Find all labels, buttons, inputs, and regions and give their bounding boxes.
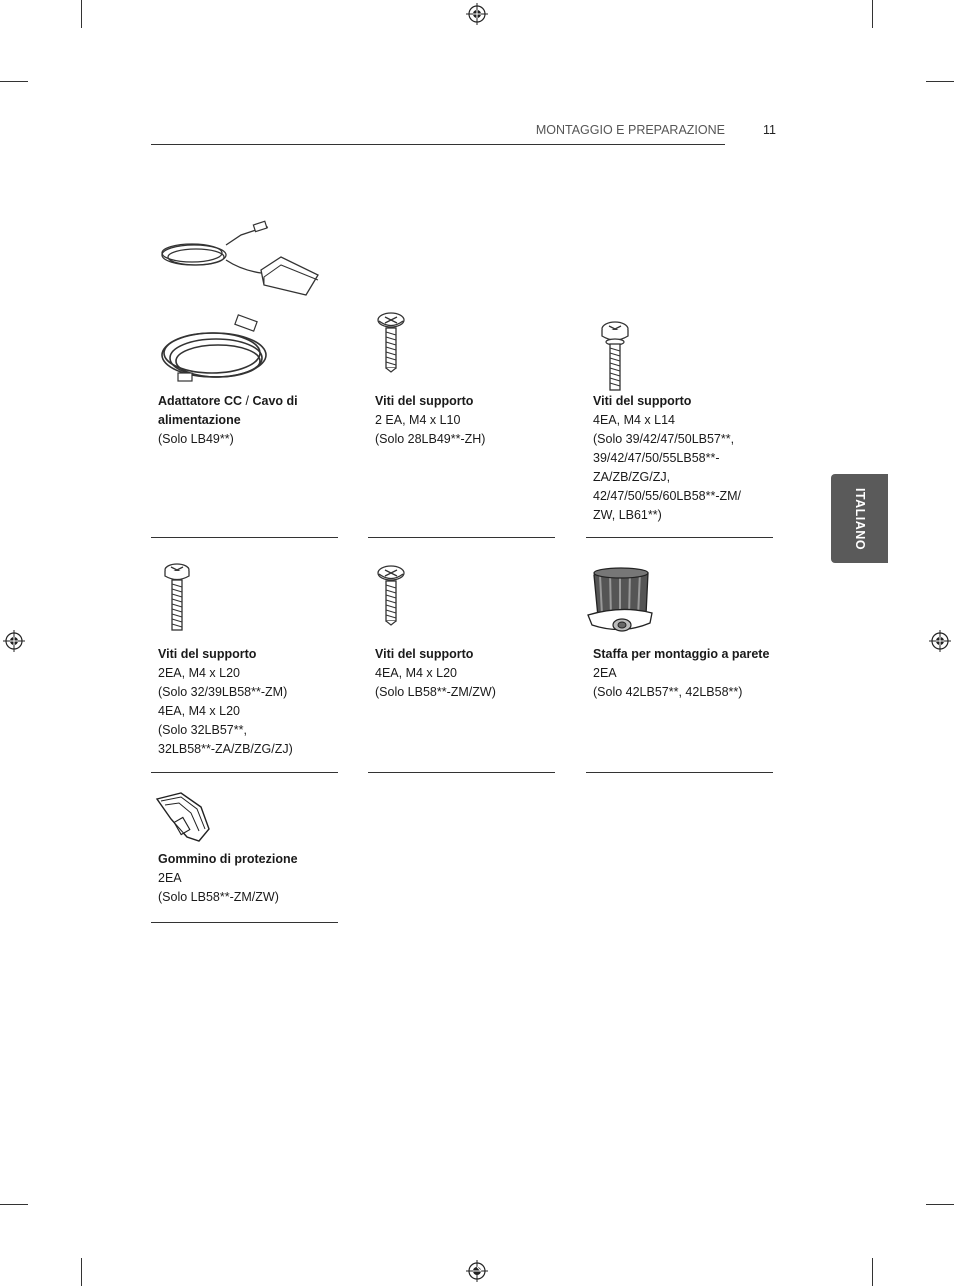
crop-mark xyxy=(81,0,82,28)
item-title: Viti del supporto xyxy=(593,394,692,408)
item-title: Staffa per montaggio a parete xyxy=(593,647,770,661)
item-detail: 4EA, M4 x L14 xyxy=(593,413,675,427)
accessory-item xyxy=(151,555,338,775)
item-divider xyxy=(368,772,555,773)
item-title: Viti del supporto xyxy=(158,647,257,661)
item-title: Viti del supporto xyxy=(375,394,474,408)
item-detail: (Solo 42LB57**, 42LB58**) xyxy=(593,685,743,699)
item-title: Gommino di protezione xyxy=(158,852,298,866)
crop-mark xyxy=(0,1204,28,1205)
item-detail: 42/47/50/55/60LB58**-ZM/ xyxy=(593,489,742,503)
item-title: Viti del supporto xyxy=(375,647,474,661)
wall-mount-bracket-icon xyxy=(586,565,658,641)
item-divider xyxy=(151,922,338,923)
crop-mark xyxy=(872,0,873,28)
item-divider xyxy=(368,537,555,538)
language-tab xyxy=(831,474,888,563)
accessory-item xyxy=(368,210,555,540)
crop-mark xyxy=(926,1204,954,1205)
crop-mark xyxy=(81,1258,82,1286)
section-title: MONTAGGIO E PREPARAZIONE xyxy=(535,123,725,137)
registration-mark-icon xyxy=(466,1260,488,1282)
item-detail: 2EA xyxy=(593,666,617,680)
item-divider xyxy=(151,772,338,773)
crop-mark xyxy=(0,81,28,82)
item-detail: ZA/ZB/ZG/ZJ, xyxy=(593,470,671,484)
dc-adapter-and-power-cord-icon xyxy=(156,215,326,395)
item-detail: (Solo LB49**) xyxy=(158,432,234,446)
item-detail: (Solo LB58**-ZM/ZW) xyxy=(158,890,279,904)
item-detail: 2EA, M4 x L20 xyxy=(158,666,240,680)
crop-mark xyxy=(926,81,954,82)
registration-mark-icon xyxy=(929,630,951,652)
header-divider xyxy=(151,144,725,145)
item-detail: 32LB58**-ZA/ZB/ZG/ZJ) xyxy=(158,742,293,756)
item-detail: 4EA, M4 x L20 xyxy=(158,704,240,718)
accessory-item xyxy=(586,555,773,775)
screw-with-washer-icon xyxy=(598,320,638,396)
short-screw-icon xyxy=(376,565,416,627)
item-detail: 2 EA, M4 x L10 xyxy=(375,413,461,427)
item-detail: (Solo 32/39LB58**-ZM) xyxy=(158,685,288,699)
accessory-item xyxy=(368,555,555,775)
item-detail: (Solo 32LB57**, xyxy=(158,723,247,737)
item-detail: 4EA, M4 x L20 xyxy=(375,666,457,680)
item-title: Adattatore CC / Cavo di alimentazione xyxy=(158,394,298,427)
protective-rubber-cap-icon xyxy=(151,789,215,849)
item-detail: 39/42/47/50/55LB58**- xyxy=(593,451,720,465)
short-screw-icon xyxy=(376,312,416,374)
item-divider xyxy=(586,537,773,538)
language-tab-label: ITALIANO xyxy=(852,487,867,550)
long-screw-icon xyxy=(161,561,201,637)
item-divider xyxy=(151,537,338,538)
page-number: 11 xyxy=(763,123,776,137)
item-detail: ZW, LB61**) xyxy=(593,508,662,522)
crop-mark xyxy=(872,1258,873,1286)
item-detail: (Solo 39/42/47/50LB57**, xyxy=(593,432,735,446)
accessory-item xyxy=(151,210,338,540)
item-detail: 2EA xyxy=(158,871,182,885)
accessory-item xyxy=(586,210,773,540)
item-divider xyxy=(586,772,773,773)
registration-mark-icon xyxy=(3,630,25,652)
accessory-item xyxy=(151,785,338,925)
registration-mark-icon xyxy=(466,3,488,25)
item-detail: (Solo 28LB49**-ZH) xyxy=(375,432,486,446)
item-detail: (Solo LB58**-ZM/ZW) xyxy=(375,685,496,699)
